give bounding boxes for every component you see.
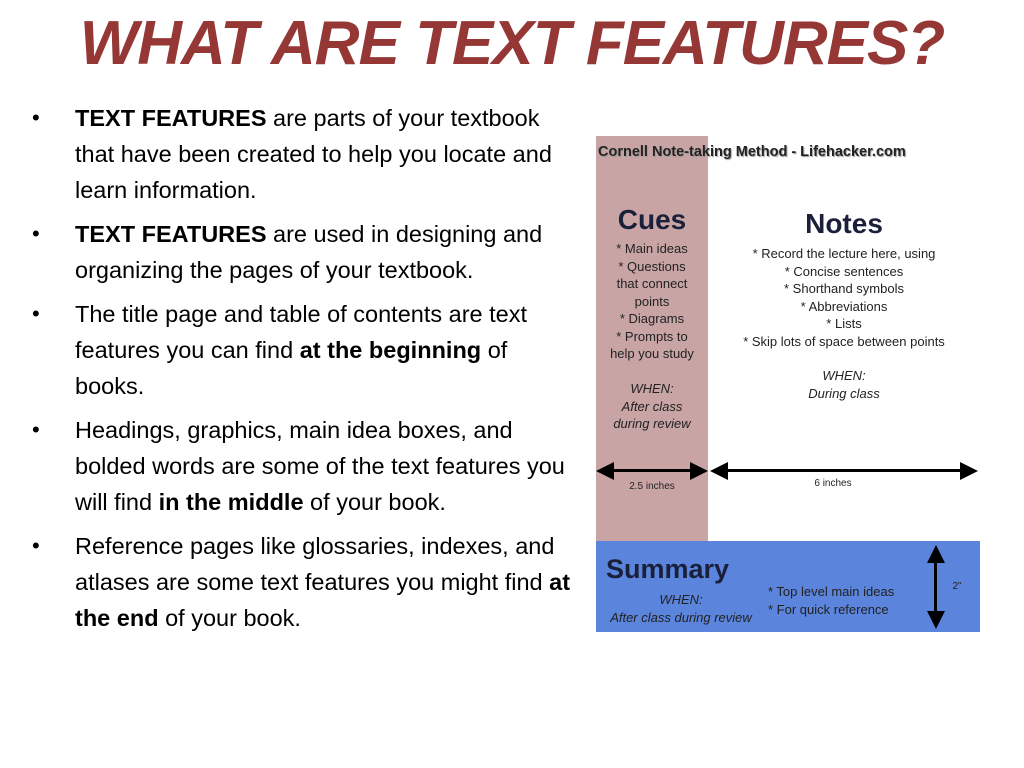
cues-heading: Cues xyxy=(617,204,687,235)
notes-item: * Record the lecture here, using xyxy=(752,246,936,261)
cues-item: * Prompts to xyxy=(616,328,688,344)
summary-item: * For quick reference xyxy=(768,601,889,617)
bullet-bold: in the middle xyxy=(158,489,304,515)
arrow-down-icon xyxy=(927,611,945,629)
cornell-header-band xyxy=(596,136,980,170)
notes-item: * Abbreviations xyxy=(800,298,888,314)
bullet-text: of your book. xyxy=(303,489,446,515)
bullet-icon: • xyxy=(32,417,40,442)
summary-height-arrow xyxy=(934,561,937,613)
bullet-icon: • xyxy=(32,301,40,326)
bullet-text: of your book. xyxy=(158,605,301,631)
summary-when-line: WHEN: xyxy=(659,592,703,607)
summary-when-line: After class during review xyxy=(610,609,752,625)
bullet-item xyxy=(30,296,575,404)
cornell-method-image xyxy=(596,136,980,632)
cues-item: that connect xyxy=(616,276,688,291)
notes-when-line: During class xyxy=(808,385,880,401)
summary-items xyxy=(768,583,918,618)
summary-band xyxy=(596,541,980,632)
cues-width-label: 2.5 inches xyxy=(629,481,675,492)
summary-when xyxy=(596,591,766,626)
cornell-header: Cornell Note-taking Method - Lifehacker.com xyxy=(598,144,906,160)
bullet-text: of books. xyxy=(75,337,508,399)
bullet-icon: • xyxy=(32,105,40,130)
notes-item: * Skip lots of space between points xyxy=(743,333,945,349)
cues-items xyxy=(596,240,708,363)
bullet-bold: at the end xyxy=(75,569,571,631)
arrow-right-icon xyxy=(690,462,708,480)
bullet-bold: at the beginning xyxy=(299,337,482,363)
slide-title: WHAT ARE TEXT FEATURES? xyxy=(79,9,945,78)
bullet-item xyxy=(30,412,575,520)
cues-width-arrow xyxy=(612,469,692,472)
bullet-icon: • xyxy=(32,533,40,558)
bullet-list xyxy=(30,100,575,644)
notes-items xyxy=(708,245,980,350)
bullet-bold: TEXT FEATURES xyxy=(75,221,267,247)
summary-height-label: 2" xyxy=(952,581,962,592)
cues-when-line: After class xyxy=(621,398,683,414)
notes-when-line: WHEN: xyxy=(822,368,866,383)
bullet-bold: TEXT FEATURES xyxy=(75,105,267,131)
notes-item: * Shorthand symbols xyxy=(784,281,904,296)
cues-item: * Diagrams xyxy=(619,311,685,326)
bullet-icon: • xyxy=(32,221,40,246)
cues-when xyxy=(596,380,708,433)
cues-when-line: WHEN: xyxy=(630,381,674,396)
bullet-text: are parts of your textbook that have been created to help you locate and learn information. xyxy=(75,105,552,203)
arrow-right-icon xyxy=(960,462,978,480)
bullet-item xyxy=(30,216,575,288)
bullet-text: Reference pages like glossaries, indexes, and atlases are some text features you might find xyxy=(75,533,555,595)
notes-width-arrow xyxy=(726,469,962,472)
notes-width-label: 6 inches xyxy=(814,478,852,489)
notes-item: * Lists xyxy=(826,316,862,331)
notes-heading: Notes xyxy=(805,208,883,239)
bullet-text: are used in designing and organizing the pages of your textbook. xyxy=(75,221,543,283)
cues-item: points xyxy=(634,293,670,309)
notes-item: * Concise sentences xyxy=(784,263,904,279)
bullet-item xyxy=(30,100,575,208)
cues-item: help you study xyxy=(610,346,694,361)
bullet-text: Headings, graphics, main idea boxes, and bolded words are some of the text features you will find xyxy=(75,417,565,515)
notes-when xyxy=(708,367,980,402)
cues-item: * Questions xyxy=(618,258,686,274)
summary-heading: Summary xyxy=(606,554,730,584)
cues-when-line: during review xyxy=(613,416,691,431)
bullet-item xyxy=(30,528,575,636)
cues-item: * Main ideas xyxy=(616,241,688,256)
bullet-text: The title page and table of contents are text features you can find xyxy=(75,301,528,363)
summary-item: * Top level main ideas xyxy=(768,584,895,599)
